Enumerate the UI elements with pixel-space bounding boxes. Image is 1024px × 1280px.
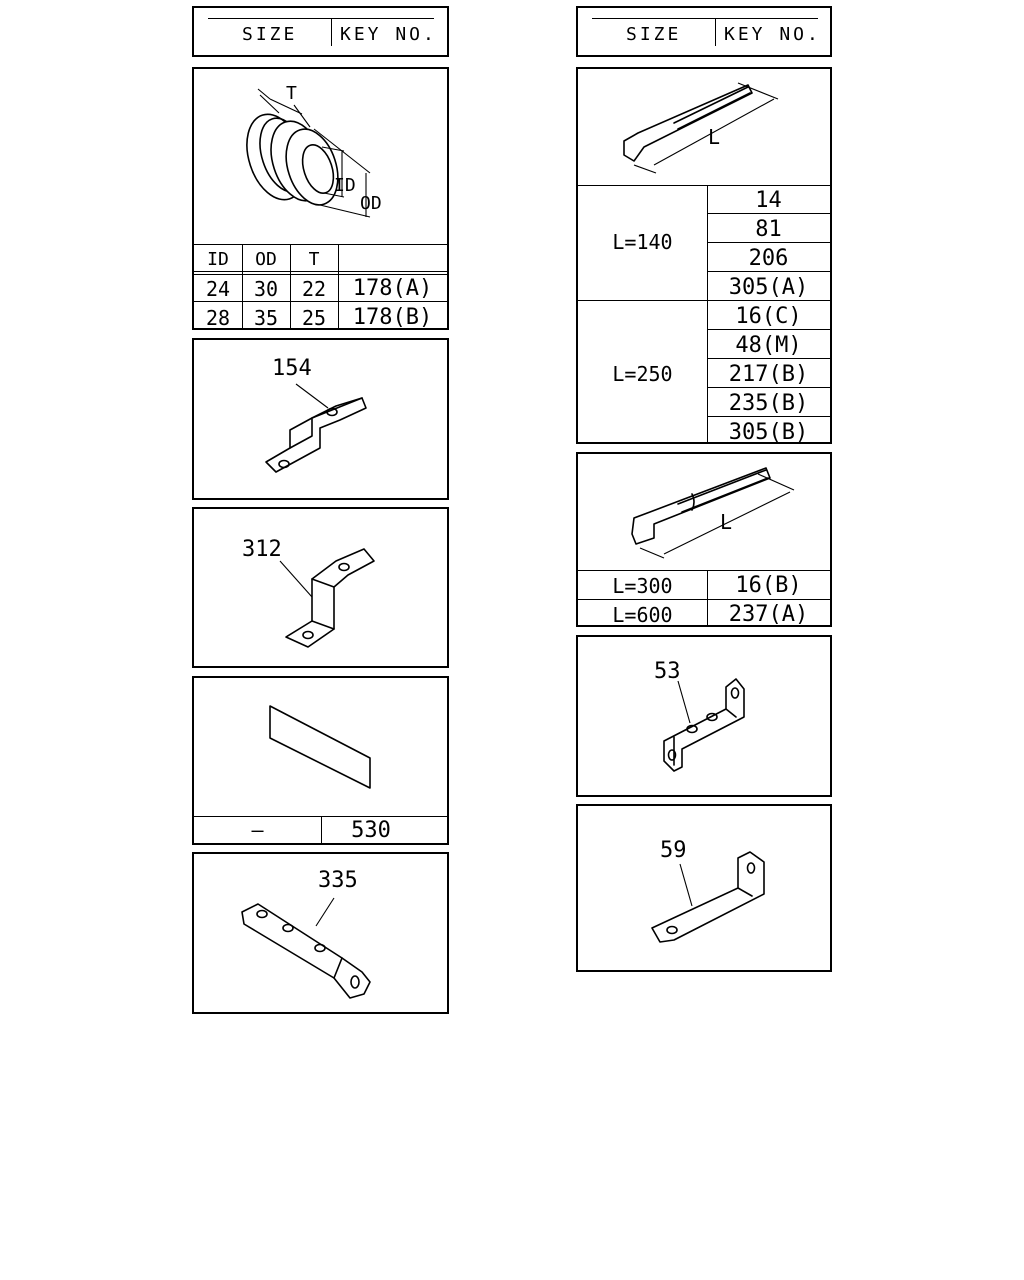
pad-panel <box>192 676 449 845</box>
row2-od: 35 <box>253 306 279 330</box>
header-divider <box>331 18 332 46</box>
tie-a-key: 305(B) <box>728 420 809 445</box>
size-header: SIZE <box>242 24 298 45</box>
bracket-53-panel <box>576 635 832 797</box>
dim-t-label: T <box>286 83 297 104</box>
bracket-312-panel <box>192 507 449 668</box>
row1-key: 178(A) <box>352 276 433 301</box>
table-rule <box>578 570 830 571</box>
col-t-header: T <box>308 249 320 270</box>
tie-b-size: L=300 <box>612 574 673 598</box>
row1-id: 24 <box>205 277 231 301</box>
dim-od-label: OD <box>360 193 382 214</box>
tie-a-size-250: L=250 <box>612 362 673 386</box>
pad-key: 530 <box>351 818 391 843</box>
table-rule <box>707 358 830 359</box>
grommet-panel <box>192 67 449 330</box>
row1-od: 30 <box>253 277 279 301</box>
table-rule <box>707 387 830 388</box>
size-header: SIZE <box>626 24 682 45</box>
tie-a-key: 48(M) <box>735 333 802 358</box>
bracket-335-panel <box>192 852 449 1014</box>
bracket-53-drawing <box>578 637 830 795</box>
col-id-header: ID <box>207 249 229 270</box>
tie-b-key: 16(B) <box>735 573 802 598</box>
table-rule <box>707 329 830 330</box>
key-no-header: KEY NO. <box>340 24 437 45</box>
bracket-312-drawing <box>194 509 447 666</box>
col-od-header: OD <box>255 249 277 270</box>
bracket-59-label: 59 <box>660 838 687 863</box>
tie-a-key: 235(B) <box>728 391 809 416</box>
cable-tie-a-drawing <box>578 69 830 185</box>
table-rule <box>194 271 447 272</box>
tie-a-key: 81 <box>755 217 782 242</box>
tie-b-size: L=600 <box>612 603 673 627</box>
cable-tie-b-panel <box>576 452 832 627</box>
header-left <box>192 6 449 57</box>
bracket-312-label: 312 <box>242 537 282 562</box>
bracket-53-label: 53 <box>654 659 681 684</box>
bracket-154-label: 154 <box>272 356 312 381</box>
cable-tie-b-drawing <box>578 454 830 570</box>
table-rule <box>194 244 447 245</box>
header-right <box>576 6 832 57</box>
dim-id-label: ID <box>334 175 356 196</box>
row2-key: 178(B) <box>352 305 433 330</box>
header-rule <box>592 18 818 19</box>
key-no-header: KEY NO. <box>724 24 821 45</box>
tie-a-key: 217(B) <box>728 362 809 387</box>
bracket-154-drawing <box>194 340 447 498</box>
header-rule <box>208 18 434 19</box>
tie-a-dim-l: L <box>708 125 721 149</box>
tie-a-key: 206 <box>748 246 789 271</box>
table-rule <box>194 301 447 302</box>
header-divider <box>715 18 716 46</box>
bracket-59-drawing <box>578 806 830 970</box>
tie-a-size-140: L=140 <box>612 230 673 254</box>
cable-tie-a-panel <box>576 67 832 444</box>
grommet-drawing <box>194 69 447 244</box>
tie-b-key: 237(A) <box>728 602 809 627</box>
table-rule <box>707 213 830 214</box>
table-rule <box>707 271 830 272</box>
table-rule <box>578 300 830 301</box>
tie-a-key: 305(A) <box>728 275 809 300</box>
table-rule <box>194 274 447 275</box>
table-rule <box>578 599 830 600</box>
table-rule <box>707 242 830 243</box>
pad-drawing <box>194 678 447 816</box>
tie-a-key: 14 <box>755 188 782 213</box>
bracket-154-panel <box>192 338 449 500</box>
tie-a-key: 16(C) <box>735 304 802 329</box>
row1-t: 22 <box>301 277 327 301</box>
bracket-335-label: 335 <box>318 868 358 893</box>
row2-t: 25 <box>301 306 327 330</box>
table-rule <box>578 185 830 186</box>
tie-b-dim-l: L <box>720 510 733 534</box>
row2-id: 28 <box>205 306 231 330</box>
pad-size: — <box>251 818 264 842</box>
bracket-59-panel <box>576 804 832 972</box>
table-rule <box>707 416 830 417</box>
